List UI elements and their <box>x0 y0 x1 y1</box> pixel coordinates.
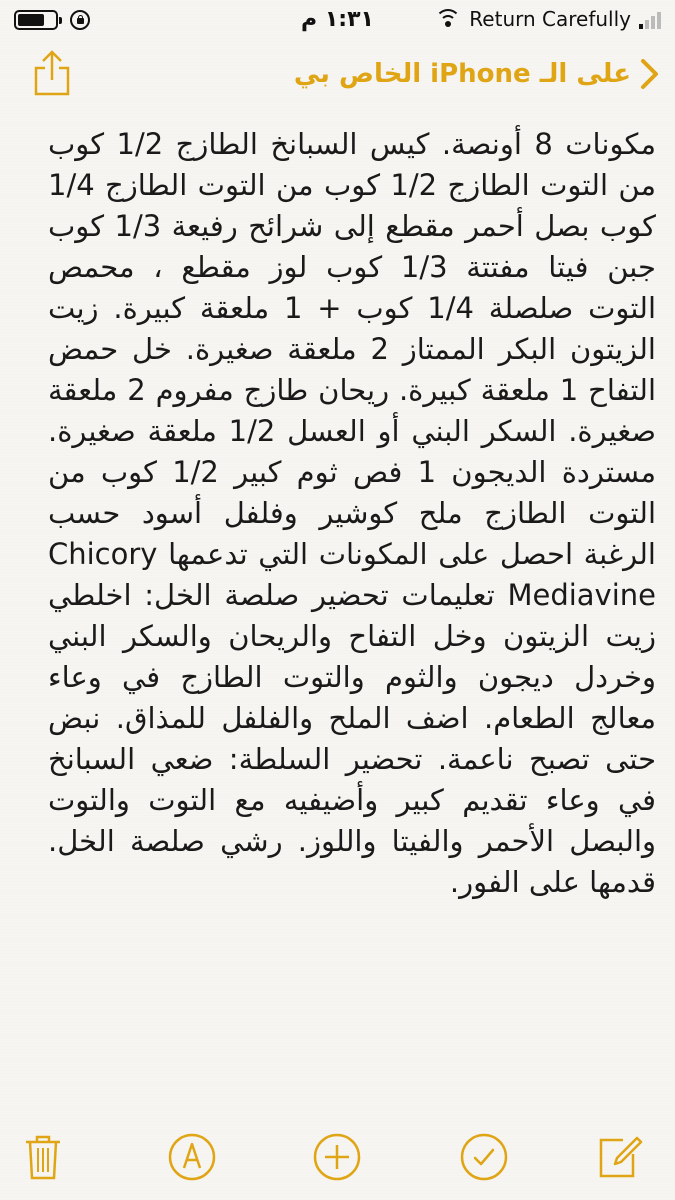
wifi-icon <box>435 9 461 29</box>
markup-pen-icon[interactable] <box>167 1132 217 1182</box>
chevron-right-icon <box>639 58 661 90</box>
add-circle-icon[interactable] <box>312 1132 362 1182</box>
status-time: ١:٣١ م <box>301 7 374 32</box>
note-body[interactable]: مكونات 8 أونصة. كيس السبانخ الطازج 1/2 كوب من التوت الطازج 1/2 كوب من التوت الطازج 1/4 كوب بصل أحمر مقطع إلى شرائح رفيعة 1/3 كوب جبن فيتا مفتتة 1/3 كوب لوز مقطع ، محمص التوت صلصلة 1/4 كوب + 1 ملعقة كبيرة. زيت الزيتون البكر الممتاز 2 ملعقة صغيرة. خل حمض التفاح 1 ملعقة كبيرة. ريحان طازج مفروم 2 ملعقة صغيرة. السكر البني أو العسل 1/2 ملعقة صغيرة. مستردة الديجون 1 فص ثوم كبير 1/2 كوب من التوت الطازج ملح كوشير وفلفل أسود حسب الرغبة احصل على المكونات التي تدعمها Chicory Mediavine تعليمات تحضير صلصة الخل: اخلطي زيت الزيتون وخل التفاح والريحان والسكر البني وخردل ديجون والثوم والتوت الطازج في وعاء معالج الطعام. اضف الملح والفلفل للمذاق. نبض حتى تصبح ناعمة. تحضير السلطة: ضعي السبانخ في وعاء تقديم كبير وأضيفيه مع التوت والتوت والبصل الأحمر والفيتا واللوز. رشي صلصة الخل. قدمها على الفور. <box>48 127 657 899</box>
carrier-name: Return Carefully <box>469 7 631 31</box>
share-icon[interactable] <box>30 50 74 96</box>
navigation-bar <box>0 40 675 112</box>
signal-icon <box>639 9 661 29</box>
bottom-toolbar <box>0 1118 675 1200</box>
compose-icon[interactable] <box>595 1132 645 1182</box>
trash-icon[interactable] <box>18 1132 68 1182</box>
back-label: على الـ iPhone الخاص بي <box>293 59 631 89</box>
checklist-icon[interactable] <box>459 1132 509 1182</box>
status-right <box>435 7 661 31</box>
status-bar <box>0 0 675 40</box>
back-button[interactable] <box>294 58 661 90</box>
